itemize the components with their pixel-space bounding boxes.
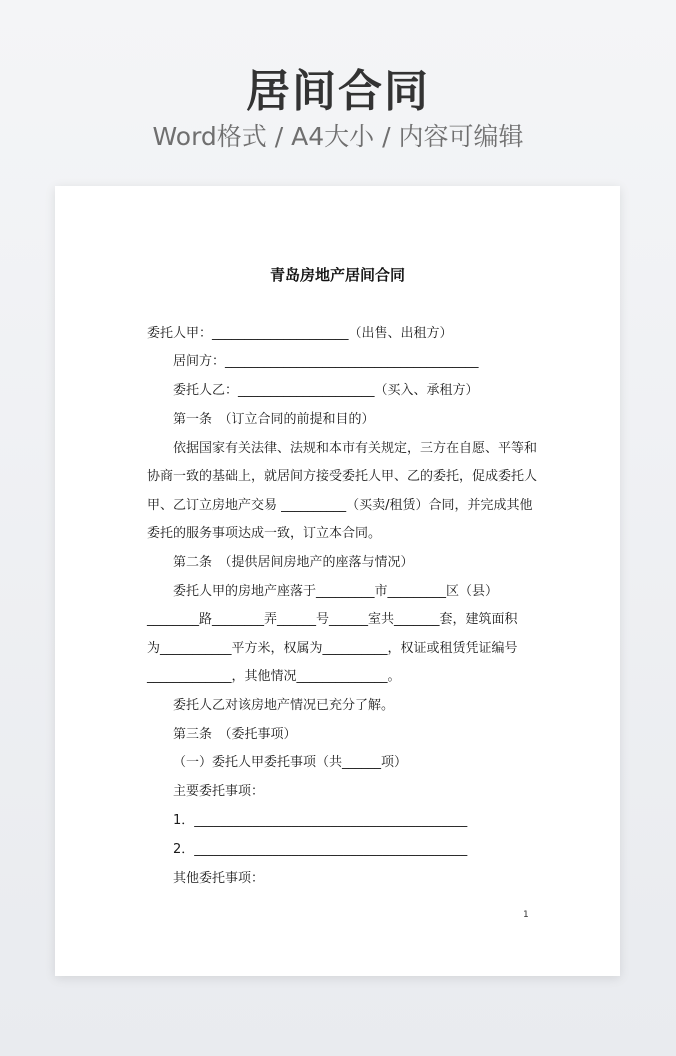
article-1-paragraph-line: 依据国家有关法律、法规和本市有关规定，三方在自愿、平等和	[173, 441, 538, 456]
party-b-line: 委托人乙：_____________________（买入、承租方）	[173, 383, 479, 398]
article-1-heading: 第一条 （订立合同的前提和目的）	[173, 412, 375, 427]
party-a-line: 委托人甲：_____________________（出售、出租方）	[147, 326, 453, 341]
party-b-acknowledgement: 委托人乙对该房地产情况已充分了解。	[173, 698, 395, 713]
hero-subtitle: Word格式 / A4大小 / 内容可编辑	[152, 122, 524, 151]
article-3-heading: 第三条 （委托事项）	[173, 727, 297, 742]
article-2-heading: 第二条 （提供居间房地产的座落与情况）	[173, 555, 414, 570]
article-1-paragraph-line: 协商一致的基础上，就居间方接受委托人甲、乙的委托，促成委托人	[147, 469, 538, 484]
hero-title: 居间合同	[246, 66, 430, 117]
property-location-line: 委托人甲的房地产座落于_________市_________区（县）	[173, 584, 499, 599]
main-item-2: 2．__________________________________________	[173, 842, 468, 857]
article-1-paragraph-line: 甲、乙订立房地产交易 __________（买卖/租赁）合同，并完成其他	[147, 498, 533, 513]
page-number: 1	[523, 910, 529, 920]
property-address-line: ________路________弄______号______室共_______套，建筑面积	[147, 612, 518, 627]
property-area-line: 为___________平方米，权属为__________，权证或租赁凭证编号	[147, 641, 518, 656]
main-item-1: 1．__________________________________________	[173, 813, 468, 828]
other-items-label: 其他委托事项：	[173, 871, 265, 886]
document-page	[55, 186, 620, 976]
main-items-label: 主要委托事项：	[173, 784, 265, 799]
property-other-line: _____________，其他情况______________。	[147, 669, 401, 684]
intermediary-line: 居间方：_______________________________________	[173, 354, 479, 369]
party-a-items-heading: （一）委托人甲委托事项（共______项）	[173, 755, 408, 770]
article-1-paragraph-line: 委托的服务事项达成一致，订立本合同。	[147, 526, 382, 541]
document-title: 青岛房地产居间合同	[269, 266, 405, 284]
